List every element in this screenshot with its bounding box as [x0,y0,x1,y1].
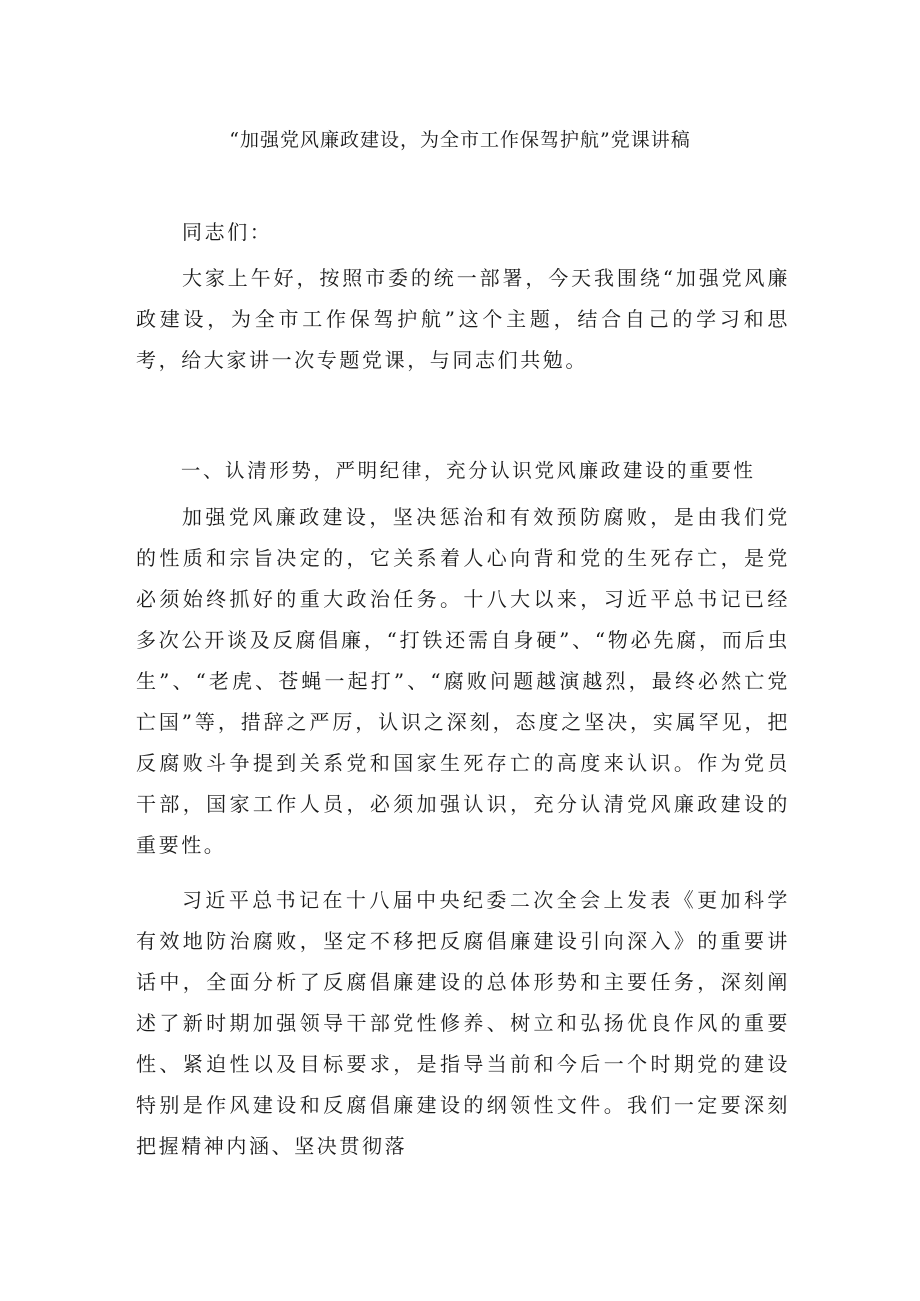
document-title: “加强党风廉政建设，为全市工作保驾护航”党课讲稿 [229,129,691,151]
greeting: 同志们： [182,220,273,244]
section1-heading-block [136,450,790,491]
intro-paragraph: 大家上午好，按照市委的统一部署，今天我围绕“加强党风廉政建设，为全市工作保驾护航”这个主题，结合自己的学习和思考，给大家讲一次专题党课，与同志们共勉。 [136,266,790,372]
intro-block [136,258,790,381]
body-paragraph: 加强党风廉政建设，坚决惩治和有效预防腐败，是由我们党的性质和宗旨决定的，它关系着人心向背和党的生死存亡，是党必须始终抓好的重大政治任务。十八大以来，习近平总书记已经多次公开谈及反腐倡廉，“打铁还需自身硬”、“物必先腐，而后虫生”、“老虎、苍蝇一起打”、“腐败问题越演越烈，最终必然亡党亡国”等，措辞之严厉，认识之深刻，态度之坚决，实属罕见，把反腐败斗争提到关系党和国家生死存亡的高度来认识。作为党员干部，国家工作人员，必须加强认识，充分认清党风廉政建设的重要性。 [136,505,790,857]
body-paragraph: 习近平总书记在十八届中央纪委二次全会上发表《更加科学有效地防治腐败，坚定不移把反腐倡廉建设引向深入》的重要讲话中，全面分析了反腐倡廉建设的总体形势和主要任务，深刻阐述了新时期加强领导干部党性修养、树立和弘扬优良作风的重要性、紧迫性以及目标要求，是指导当前和今后一个时期党的建设特别是作风建设和反腐倡廉建设的纲领性文件。我们一定要深刻把握精神内涵、坚决贯彻落 [136,888,790,1158]
section-heading: 一、认清形势，严明纪律，充分认识党风廉政建设的重要性 [180,459,756,482]
greeting-block [136,212,790,253]
section1-paragraph-2-block [136,880,790,1167]
section1-paragraph-1-block [136,497,790,866]
